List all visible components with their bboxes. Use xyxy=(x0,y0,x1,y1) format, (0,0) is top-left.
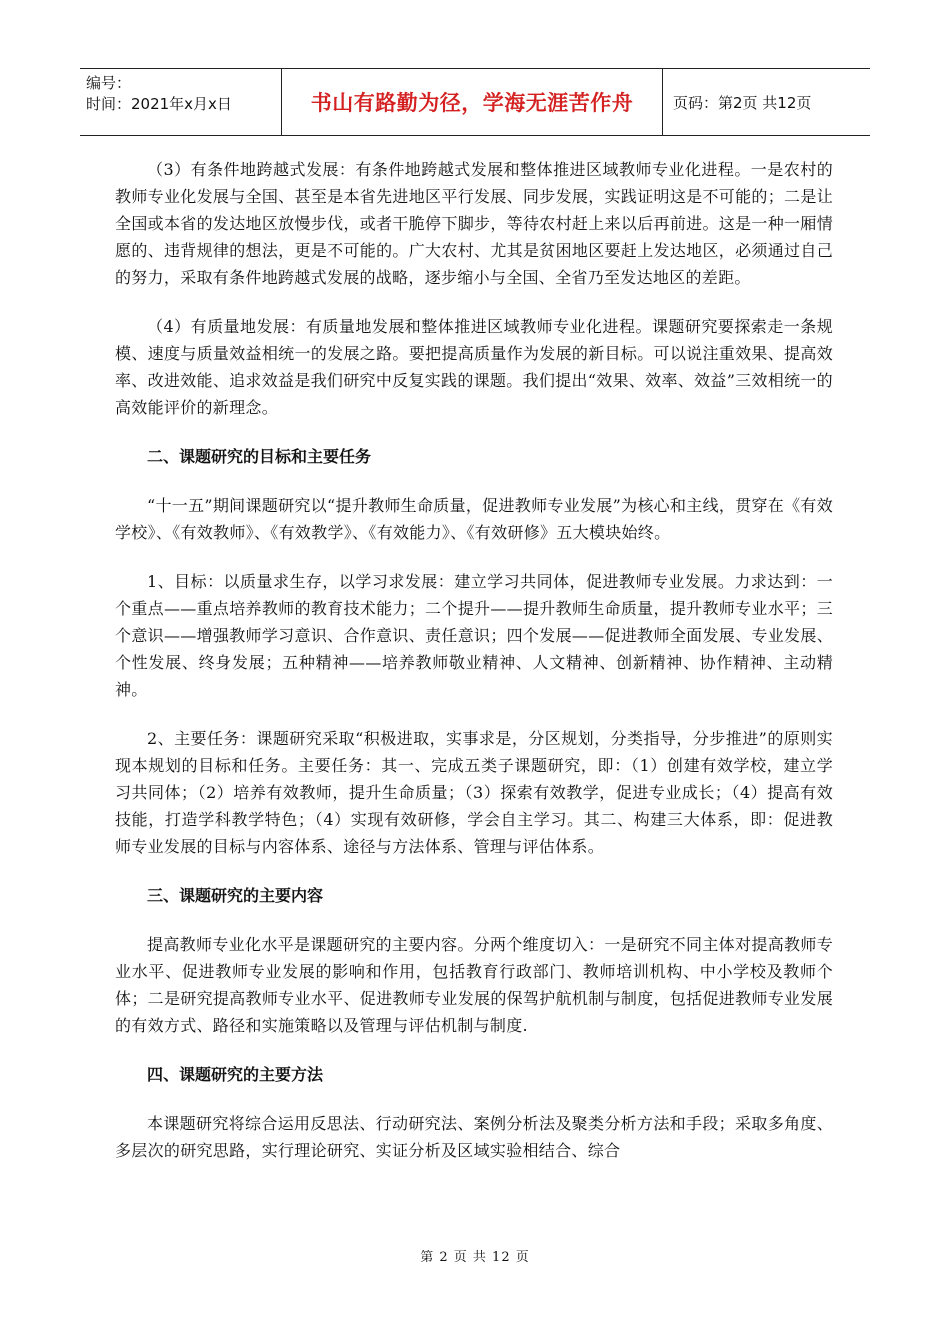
header-meta xyxy=(80,69,282,135)
paragraph: （4）有质量地发展：有质量地发展和整体推进区域教师专业化进程。课题研究要探索走一条规模、速度与质量效益相统一的发展之路。要把提高质量作为发展的新目标。可以说注重效果、提高效率、改进效能、追求效益是我们研究中反复实践的课题。我们提出“效果、效率、效益”三效相统一的高效能评价的新理念。 xyxy=(115,317,833,417)
paragraph: 提高教师专业化水平是课题研究的主要内容。分两个维度切入：一是研究不同主体对提高教师专业水平、促进教师专业发展的影响和作用，包括教育行政部门、教师培训机构、中小学校及教师个体；二是研究提高教师专业水平、促进教师专业发展的保驾护航机制与制度，包括促进教师专业发展的有效方式、路径和实施策略以及管理与评估机制与制度. xyxy=(115,935,833,1035)
section-heading: 三、课题研究的主要内容 xyxy=(147,886,324,905)
paragraph: 1、目标：以质量求生存，以学习求发展：建立学习共同体，促进教师专业发展。力求达到：一个重点——重点培养教师的教育技术能力；二个提升——提升教师生命质量，提升教师专业水平；三个意识——增强教师学习意识、合作意识、责任意识；四个发展——促进教师全面发展、专业发展、个性发展、终身发展；五种精神——培养教师敬业精神、人文精神、创新精神、协作精神、主动精神。 xyxy=(115,572,833,699)
page-footer: 第 2 页 共 12 页 xyxy=(420,1250,530,1265)
paragraph: 本课题研究将综合运用反思法、行动研究法、案例分析法及聚类分析方法和手段；采取多角度、多层次的研究思路，实行理论研究、实证分析及区域实验相结合、综合 xyxy=(115,1114,833,1160)
paragraph: 2、主要任务：课题研究采取“积极进取，实事求是，分区规划，分类指导，分步推进”的原则实现本规划的目标和任务。主要任务：其一、完成五类子课题研究，即：（1）创建有效学校，建立学习共同体；（2）培养有效教师，提升生命质量；（3）探索有效教学，促进专业成长；（4）提高有效技能，打造学科教学特色；（4）实现有效研修，学会自主学习。其二、构建三大体系，即：促进教师专业发展的目标与内容体系、途径与方法体系、管理与评估体系。 xyxy=(115,729,833,856)
paragraph: （3）有条件地跨越式发展：有条件地跨越式发展和整体推进区域教师专业化进程。一是农村的教师专业化发展与全国、甚至是本省先进地区平行发展、同步发展，实践证明这是不可能的；二是让全国或本省的发达地区放慢步伐，或者干脆停下脚步，等待农村赶上来以后再前进。这是一种一厢情愿的、违背规律的想法，更是不可能的。广大农村、尤其是贫困地区要赶上发达地区，必须通过自己的努力，采取有条件地跨越式发展的战略，逐步缩小与全国、全省乃至发达地区的差距。 xyxy=(115,160,833,287)
header-page-info: 页码：第2页 共12页 xyxy=(673,93,812,112)
page-header xyxy=(80,68,870,136)
doc-number-label: 编号： xyxy=(86,74,132,92)
paragraph: “十一五”期间课题研究以“提升教师生命质量，促进教师专业发展”为核心和主线，贯穿在《有效学校》、《有效教师》、《有效教学》、《有效能力》、《有效研修》五大模块始终。 xyxy=(115,496,833,542)
section-heading: 二、课题研究的目标和主要任务 xyxy=(147,447,372,466)
document-body xyxy=(115,156,833,1186)
section-heading: 四、课题研究的主要方法 xyxy=(147,1065,324,1084)
date-label: 时间：2021年x月x日 xyxy=(86,95,232,113)
header-motto: 书山有路勤为径，学海无涯苦作舟 xyxy=(282,69,663,135)
